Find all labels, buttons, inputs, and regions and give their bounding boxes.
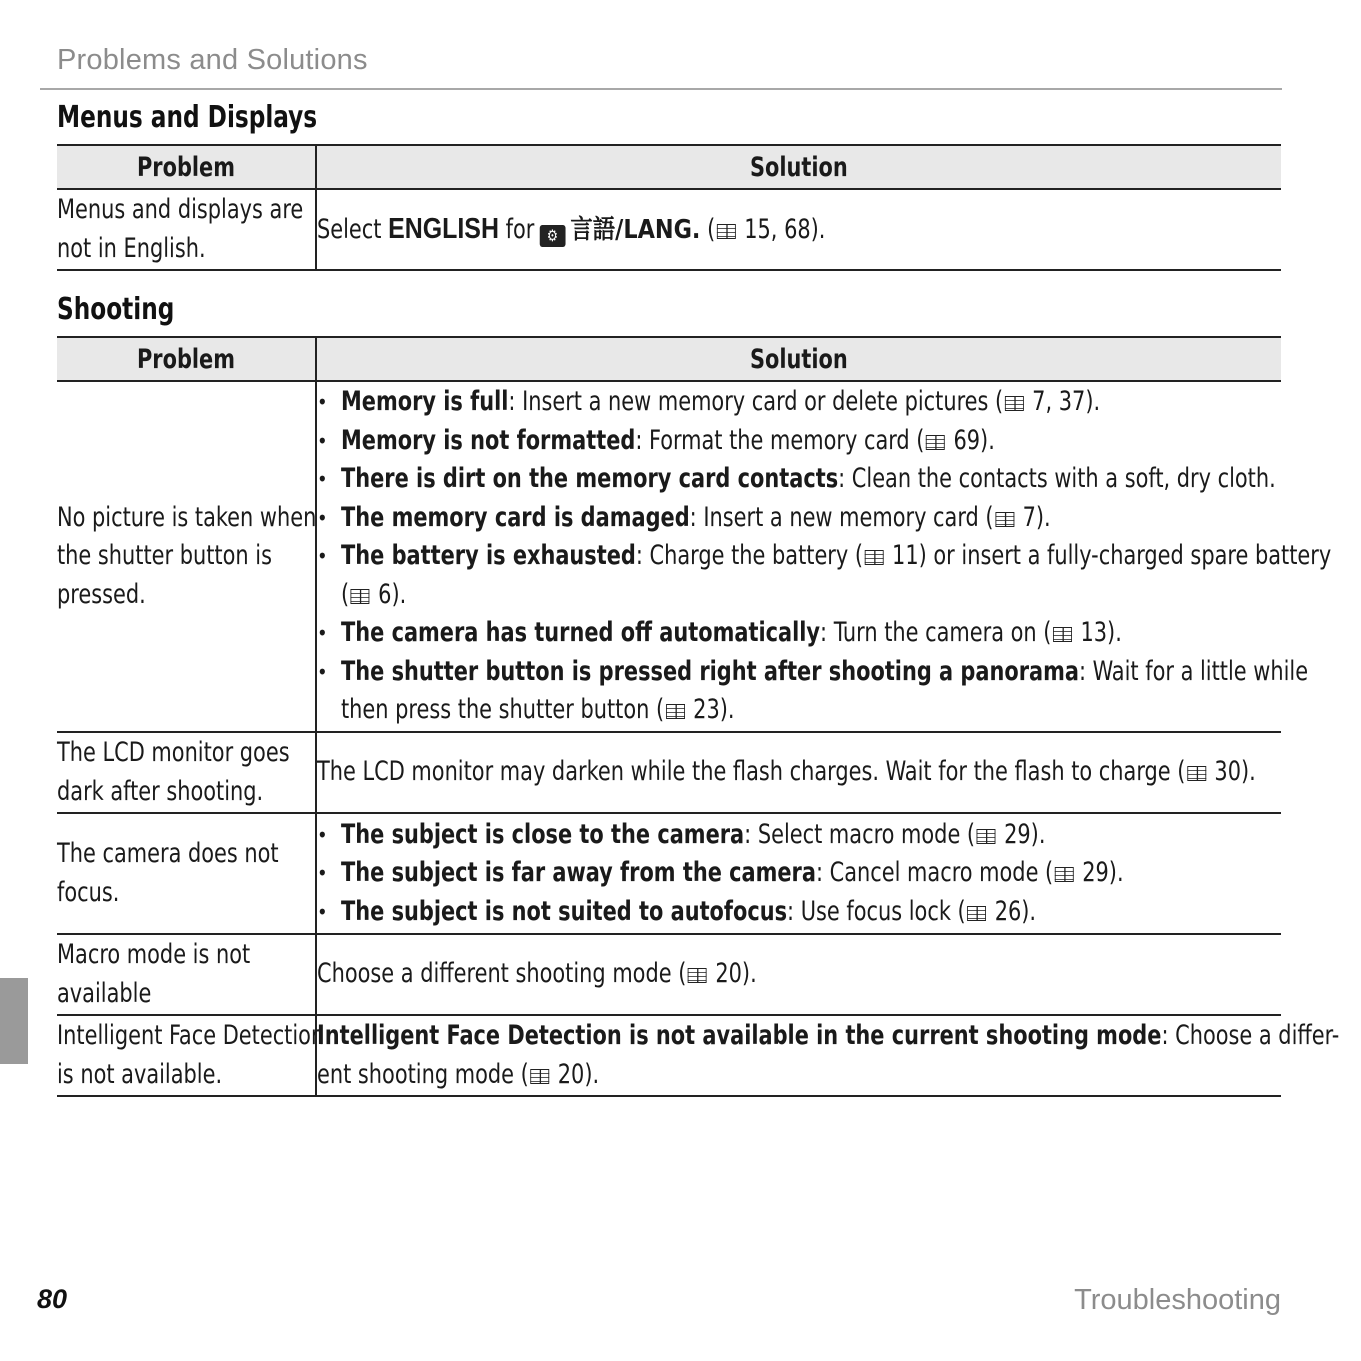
problem-line: focus.	[57, 876, 120, 908]
solution-cell	[316, 381, 1332, 732]
page-reference-icon	[995, 512, 1014, 527]
problem-cell	[57, 813, 316, 934]
solution-line: The LCD monitor may darken while the flash charges. Wait for the flash to charge ( 30).	[317, 756, 1256, 788]
problem-line: pressed.	[57, 578, 146, 610]
problem-line: dark after shooting.	[57, 775, 264, 807]
problem-line: is not available.	[57, 1058, 223, 1090]
footer-section-title: Troubleshooting	[1074, 1284, 1281, 1316]
list-item: • The subject is far away from the camera: Cancel macro mode ( 29).	[317, 854, 1281, 893]
table-row	[57, 381, 1281, 732]
problem-line: Menus and displays are	[57, 194, 304, 225]
camera-settings-icon: ⚙	[539, 225, 565, 247]
page-reference-icon	[1005, 396, 1024, 411]
table-row	[57, 813, 1281, 934]
list-item: • The shutter button is pressed right after shooting a panorama: Wait for a little while then press the shutter button ( 23).	[317, 653, 1281, 730]
page-reference-icon	[351, 589, 370, 604]
page-reference-icon	[530, 1069, 549, 1084]
problem-line: Intelligent Face Detection	[57, 1020, 325, 1051]
page-reference-icon	[666, 704, 685, 719]
page-reference-icon	[1055, 867, 1074, 882]
problem-cell	[57, 934, 316, 1015]
shooting-solution-header: Solution	[316, 337, 1281, 381]
running-header: Problems and Solutions	[57, 44, 368, 76]
menus-displays-table	[57, 144, 1281, 271]
problem-line: available	[57, 977, 152, 1009]
list-item: • The memory card is damaged: Insert a new memory card ( 7).	[317, 499, 1281, 538]
problem-line: the shutter button is	[57, 540, 272, 572]
solution-line: ent shooting mode ( 20).	[317, 1058, 600, 1090]
solution-cell	[316, 813, 1281, 934]
page-reference-icon	[717, 224, 736, 239]
solution-cell	[316, 189, 1281, 270]
list-item: • The subject is close to the camera: Select macro mode ( 29).	[317, 816, 1281, 855]
page-reference-icon	[926, 435, 945, 450]
table-row	[57, 934, 1281, 1015]
problem-line: not in English.	[57, 232, 206, 264]
page-number: 80	[37, 1284, 68, 1314]
list-item: • Memory is full: Insert a new memory card or delete pictures ( 7, 37).	[317, 383, 1281, 422]
list-item: • Memory is not formatted: Format the memory card ( 69).	[317, 422, 1281, 461]
page-reference-icon	[688, 968, 707, 983]
problem-cell	[57, 732, 316, 813]
solution-line: Select ENGLISH for ⚙ 言語/LANG. ( 15, 68).	[317, 212, 826, 245]
solution-cell	[316, 732, 1281, 813]
problem-cell	[57, 1015, 325, 1096]
solution-cell	[316, 1015, 1340, 1096]
page-reference-icon	[1053, 627, 1072, 642]
menus-problem-header: Problem	[57, 145, 316, 189]
list-item: • The battery is exhausted: Charge the battery ( 11) or insert a fully-charged spare battery ( 6).	[317, 537, 1281, 614]
solution-line: Intelligent Face Detection is not available in the current shooting mode: Choose a differ-	[317, 1020, 1340, 1051]
table-row	[57, 1015, 1281, 1096]
table-row	[57, 189, 1281, 270]
solution-list	[317, 816, 1281, 932]
page-reference-icon	[977, 829, 996, 844]
solution-cell	[316, 934, 1281, 1015]
shooting-problem-header: Problem	[57, 337, 316, 381]
shooting-table	[57, 336, 1340, 1097]
table-row	[57, 732, 1281, 813]
page-reference-icon	[865, 550, 884, 565]
chapter-tab	[0, 978, 28, 1064]
list-item: • The camera has turned off automatically: Turn the camera on ( 13).	[317, 614, 1281, 653]
page-reference-icon	[1187, 766, 1206, 781]
english-option: ENGLISH	[388, 212, 499, 245]
problem-line: No picture is taken when	[57, 501, 317, 533]
problem-line: The camera does not	[57, 838, 279, 869]
list-item: • The subject is not suited to autofocus: Use focus lock ( 26).	[317, 893, 1281, 932]
problem-line: Macro mode is not	[57, 939, 251, 970]
menus-solution-header: Solution	[316, 145, 1281, 189]
shooting-heading: Shooting	[57, 292, 175, 327]
list-item: • There is dirt on the memory card contacts: Clean the contacts with a soft, dry cloth.	[317, 460, 1281, 499]
solution-line: Choose a different shooting mode ( 20).	[317, 958, 757, 990]
solution-list	[317, 383, 1332, 730]
menus-displays-heading: Menus and Displays	[57, 100, 318, 135]
header-rule	[40, 88, 1282, 90]
language-menu-label: 言語/LANG.	[570, 214, 701, 245]
page-reference-icon	[967, 906, 986, 921]
problem-cell	[57, 381, 316, 732]
problem-line: The LCD monitor goes	[57, 737, 290, 768]
problem-cell	[57, 189, 316, 270]
